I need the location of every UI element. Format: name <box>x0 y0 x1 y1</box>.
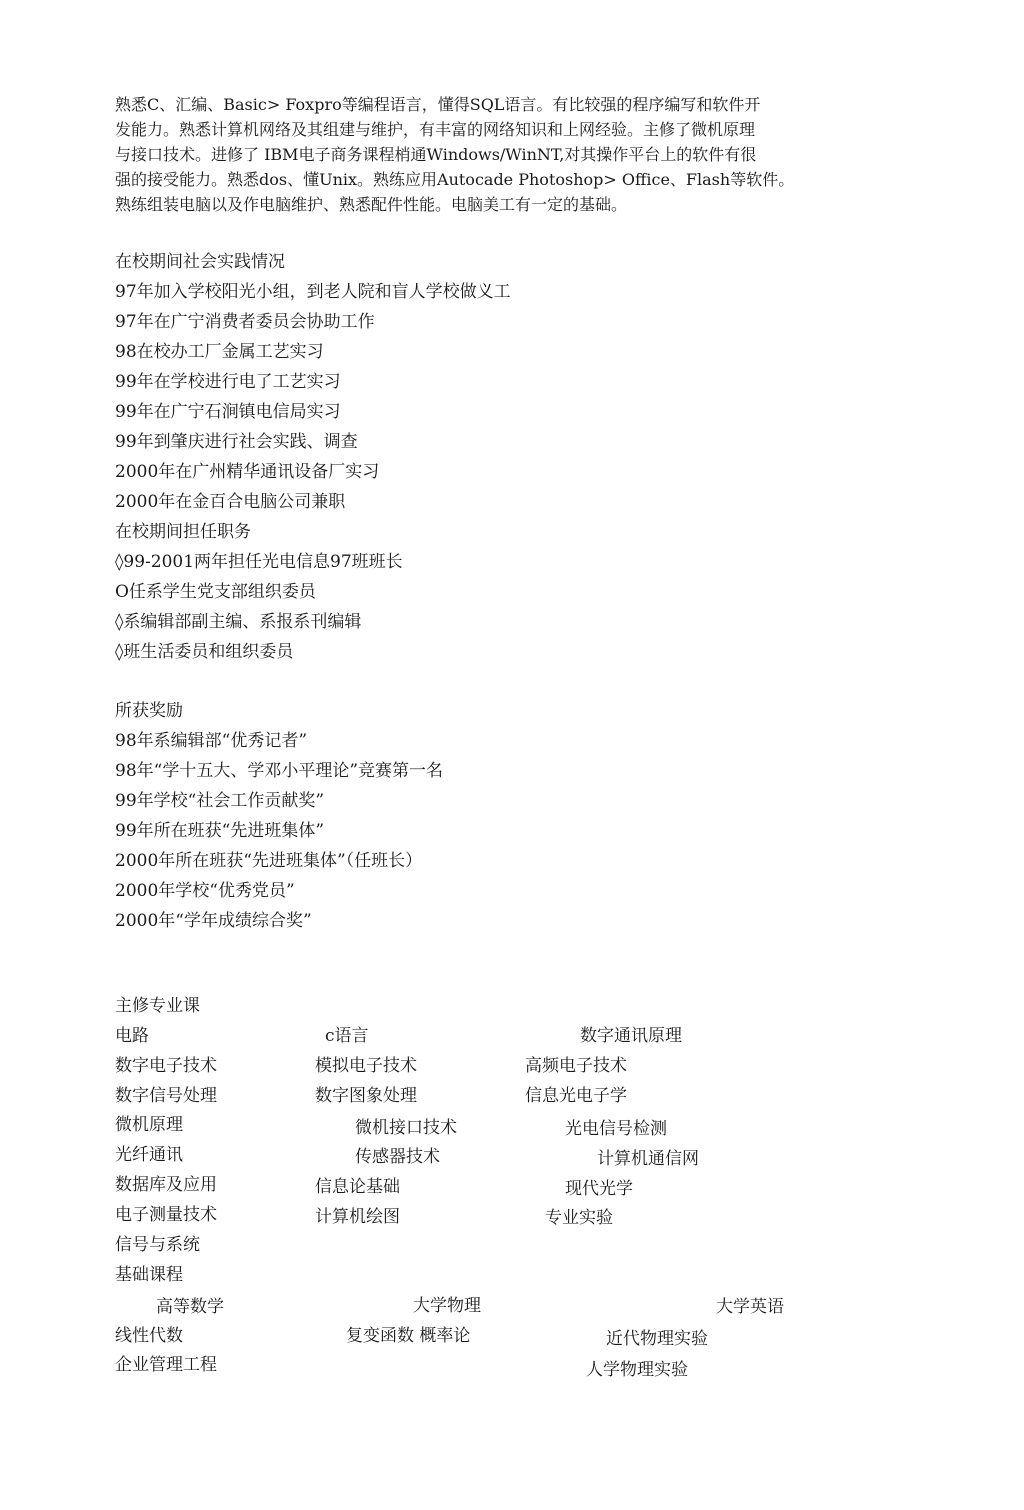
award-item: 99年学校“社会工作贡献奖” <box>115 791 325 811</box>
award-item: 99年所在班获“先进班集体” <box>115 821 325 841</box>
course-item: c语言 <box>325 1026 369 1046</box>
course-item: 微机接口技术 <box>355 1118 457 1138</box>
course-item: 计算机通信网 <box>597 1149 699 1169</box>
course-item: 信息论基础 <box>315 1177 400 1197</box>
practice-item: 2000年在广州精华通讯设备厂实习 <box>115 462 380 482</box>
course-item: 信息光电子学 <box>525 1086 627 1106</box>
basic-course-item: 企业管理工程 <box>115 1355 217 1375</box>
award-item: 2000年所在班获“先进班集体”（任班长） <box>115 851 423 871</box>
awards-heading: 所获奖励 <box>115 701 183 721</box>
award-item: 2000年学校“优秀党员” <box>115 881 295 901</box>
position-item: ◊班生活委员和组织委员 <box>115 642 294 662</box>
basic-course-item: 线性代数 <box>115 1326 183 1346</box>
skills-line: 强的接受能力。熟悉dos、懂Unix。熟练应用Autocade Photoshop> Office、Flash等软件。 <box>115 170 795 189</box>
practice-item: 99年在学校进行电了工艺实习 <box>115 372 341 392</box>
course-item: 数据库及应用 <box>115 1175 217 1195</box>
basic-course-item: 大学物理 <box>413 1296 481 1316</box>
course-item: 传感器技术 <box>355 1147 440 1167</box>
basic-course-item: 近代物理实验 <box>606 1329 708 1349</box>
position-item: ◊99-2001两年担任光电信息97班班长 <box>115 552 403 572</box>
skills-paragraph <box>115 92 875 217</box>
course-item: 微机原理 <box>115 1115 183 1135</box>
course-item: 光纤通讯 <box>115 1145 183 1165</box>
practice-item: 99年到肇庆进行社会实践、调查 <box>115 432 358 452</box>
course-item: 数字电子技术 <box>115 1056 217 1076</box>
course-item: 现代光学 <box>565 1179 633 1199</box>
course-item: 模拟电子技术 <box>315 1056 417 1076</box>
practice-item: 2000年在金百合电脑公司兼职 <box>115 492 346 512</box>
course-item: 专业实验 <box>545 1208 613 1228</box>
award-item: 98年“学十五大、学邓小平理论”竞赛第一名 <box>115 761 444 781</box>
course-item: 信号与系统 <box>115 1235 200 1255</box>
basic-heading: 基础课程 <box>115 1265 183 1285</box>
basic-course-item: 人学物理实验 <box>586 1360 688 1380</box>
skills-line: 发能力。熟悉计算机网络及其组建与维护，有丰富的网络知识和上网经验。主修了微机原理 <box>115 120 756 139</box>
basic-course-item: 复变函数 概率论 <box>346 1326 471 1346</box>
award-item: 98年系编辑部“优秀记者” <box>115 731 308 751</box>
skills-line: 熟练组装电脑以及作电脑维护、熟悉配件性能。电脑美工有一定的基础。 <box>115 195 628 214</box>
positions-heading: 在校期间担任职务 <box>115 522 251 542</box>
position-item: O任系学生党支部组织委员 <box>115 582 316 602</box>
practice-heading: 在校期间社会实践情况 <box>115 252 285 272</box>
basic-course-item: 高等数学 <box>156 1297 224 1317</box>
course-item: 光电信号检测 <box>565 1119 667 1139</box>
practice-item: 98在校办工厂金属工艺实习 <box>115 342 324 362</box>
course-item: 电子测量技术 <box>115 1205 217 1225</box>
practice-item: 99年在广宁石涧镇电信局实习 <box>115 402 341 422</box>
skills-line: 与接口技术。进修了 IBM电子商务课程梢通Windows/WinNT,对其操作平台上的软件有很 <box>115 145 757 164</box>
course-item: 电路 <box>115 1026 149 1046</box>
course-item: 高频电子技术 <box>525 1056 627 1076</box>
position-item: ◊系编辑部副主编、系报系刊编辑 <box>115 612 362 632</box>
practice-item: 97年加入学校阳光小组，到老人院和盲人学校做义工 <box>115 282 511 302</box>
course-item: 计算机绘图 <box>315 1207 400 1227</box>
course-item: 数字信号处理 <box>115 1086 217 1106</box>
courses-heading: 主修专业课 <box>115 996 200 1016</box>
skills-line: 熟悉C、汇编、Basic> Foxpro等编程语言，懂得SQL语言。有比较强的程序编写和软件开 <box>115 95 761 114</box>
practice-item: 97年在广宁消费者委员会协助工作 <box>115 312 375 332</box>
basic-course-item: 大学英语 <box>716 1297 784 1317</box>
course-item: 数字通讯原理 <box>580 1026 682 1046</box>
award-item: 2000年“学年成绩综合奖” <box>115 911 312 931</box>
course-item: 数字图象处理 <box>315 1086 417 1106</box>
